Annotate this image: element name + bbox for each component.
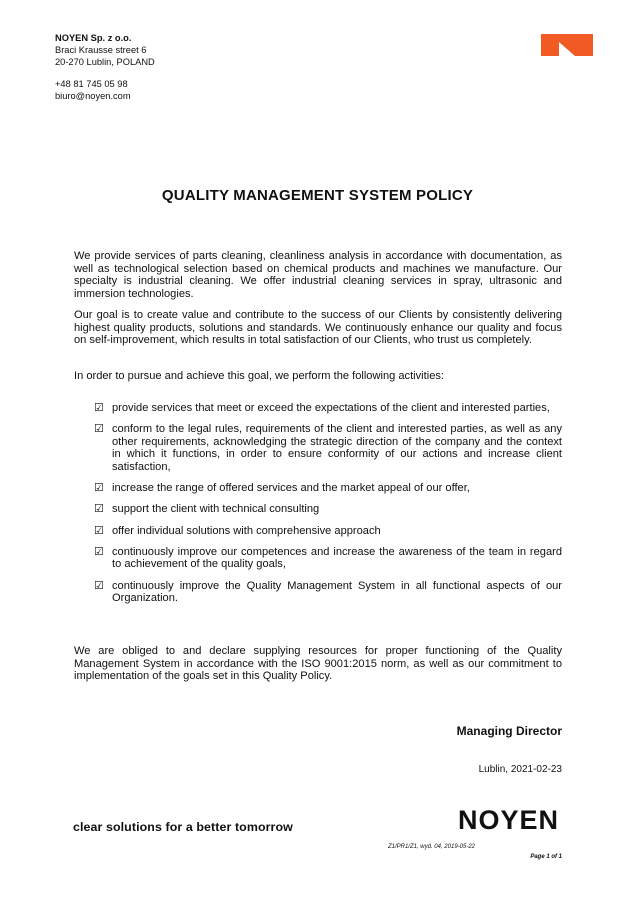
checkbox-icon: ☑	[94, 423, 104, 436]
list-item-text: offer individual solutions with comprehensive approach	[112, 524, 381, 537]
list-item-text: support the client with technical consulting	[112, 503, 320, 516]
checkbox-icon: ☑	[94, 579, 104, 592]
page-number: Page 1 of 1	[530, 854, 562, 860]
footer-tagline: clear solutions for a better tomorrow	[73, 820, 293, 834]
list-item	[94, 482, 562, 495]
brand-logo-text: NOYEN	[458, 806, 560, 832]
checkbox-icon: ☑	[94, 545, 104, 558]
list-item	[94, 503, 562, 516]
company-address-block	[55, 32, 155, 102]
list-item-text: continuously improve our competences and increase the awareness of the team in regard to achievement of the quality goals,	[112, 545, 562, 571]
company-name: NOYEN Sp. z o.o.	[55, 33, 132, 43]
list-item	[94, 525, 562, 538]
place-date: Lublin, 2021-02-23	[478, 764, 562, 775]
list-item-text: provide services that meet or exceed the expectations of the client and interested parties,	[112, 402, 550, 414]
list-item	[94, 546, 562, 571]
list-item-text: continuously improve the Quality Management System in all functional aspects of our Organization.	[112, 579, 562, 605]
document-code: Z1/PR1/Z1, wyd. 04, 2019-05-22	[387, 844, 475, 850]
noyen-logo-icon	[541, 34, 593, 56]
list-item	[94, 580, 562, 605]
commitment-paragraph: We are obliged to and declare supplying resources for proper functioning of the Quality Management System in accordance with the ISO 9001:2015 norm, as well as our commitment to implementation of the goals set in this Quality Policy.	[74, 645, 562, 683]
checkbox-icon: ☑	[94, 503, 104, 516]
activities-intro: In order to pursue and achieve this goal, we perform the following activities:	[74, 370, 444, 382]
company-email: biuro@noyen.com	[55, 91, 131, 101]
activities-list	[94, 402, 562, 613]
page-title: QUALITY MANAGEMENT SYSTEM POLICY	[161, 187, 474, 204]
list-item-text: increase the range of offered services and the market appeal of our offer,	[112, 482, 470, 495]
company-street: Braci Krausse street 6	[55, 45, 147, 55]
list-item-text: conform to the legal rules, requirements of the client and interested parties, as well as any other requirements, acknowledging the strategic direction of the company and the context in which it functions, in order to ensure conformity of our actions and increase client satisfaction,	[112, 423, 562, 473]
checkbox-icon: ☑	[94, 524, 104, 537]
checkbox-icon: ☑	[94, 482, 104, 495]
signatory-title: Managing Director	[456, 724, 562, 738]
company-phone: +48 81 745 05 98	[55, 79, 128, 89]
intro-paragraph: We provide services of parts cleaning, cleanliness analysis in accordance with documentation, as well as technological selection based on chemical products and machines we manufacture. Our specialty is industrial cleaning. We offer industrial cleaning services in spray, ultrasonic and immersion technologies.	[74, 250, 562, 300]
list-item	[94, 423, 562, 473]
checkbox-icon: ☑	[94, 402, 104, 414]
list-item	[94, 402, 562, 415]
company-city: 20-270 Lublin, POLAND	[55, 57, 155, 67]
noyen-wordmark-logo	[458, 806, 592, 832]
goal-paragraph: Our goal is to create value and contribute to the success of our Clients by consistently delivering highest quality products, solutions and standards. We continuously enhance our quality and focus on self-improvement, which results in total satisfaction of our Clients, who trust us completely.	[74, 309, 562, 347]
